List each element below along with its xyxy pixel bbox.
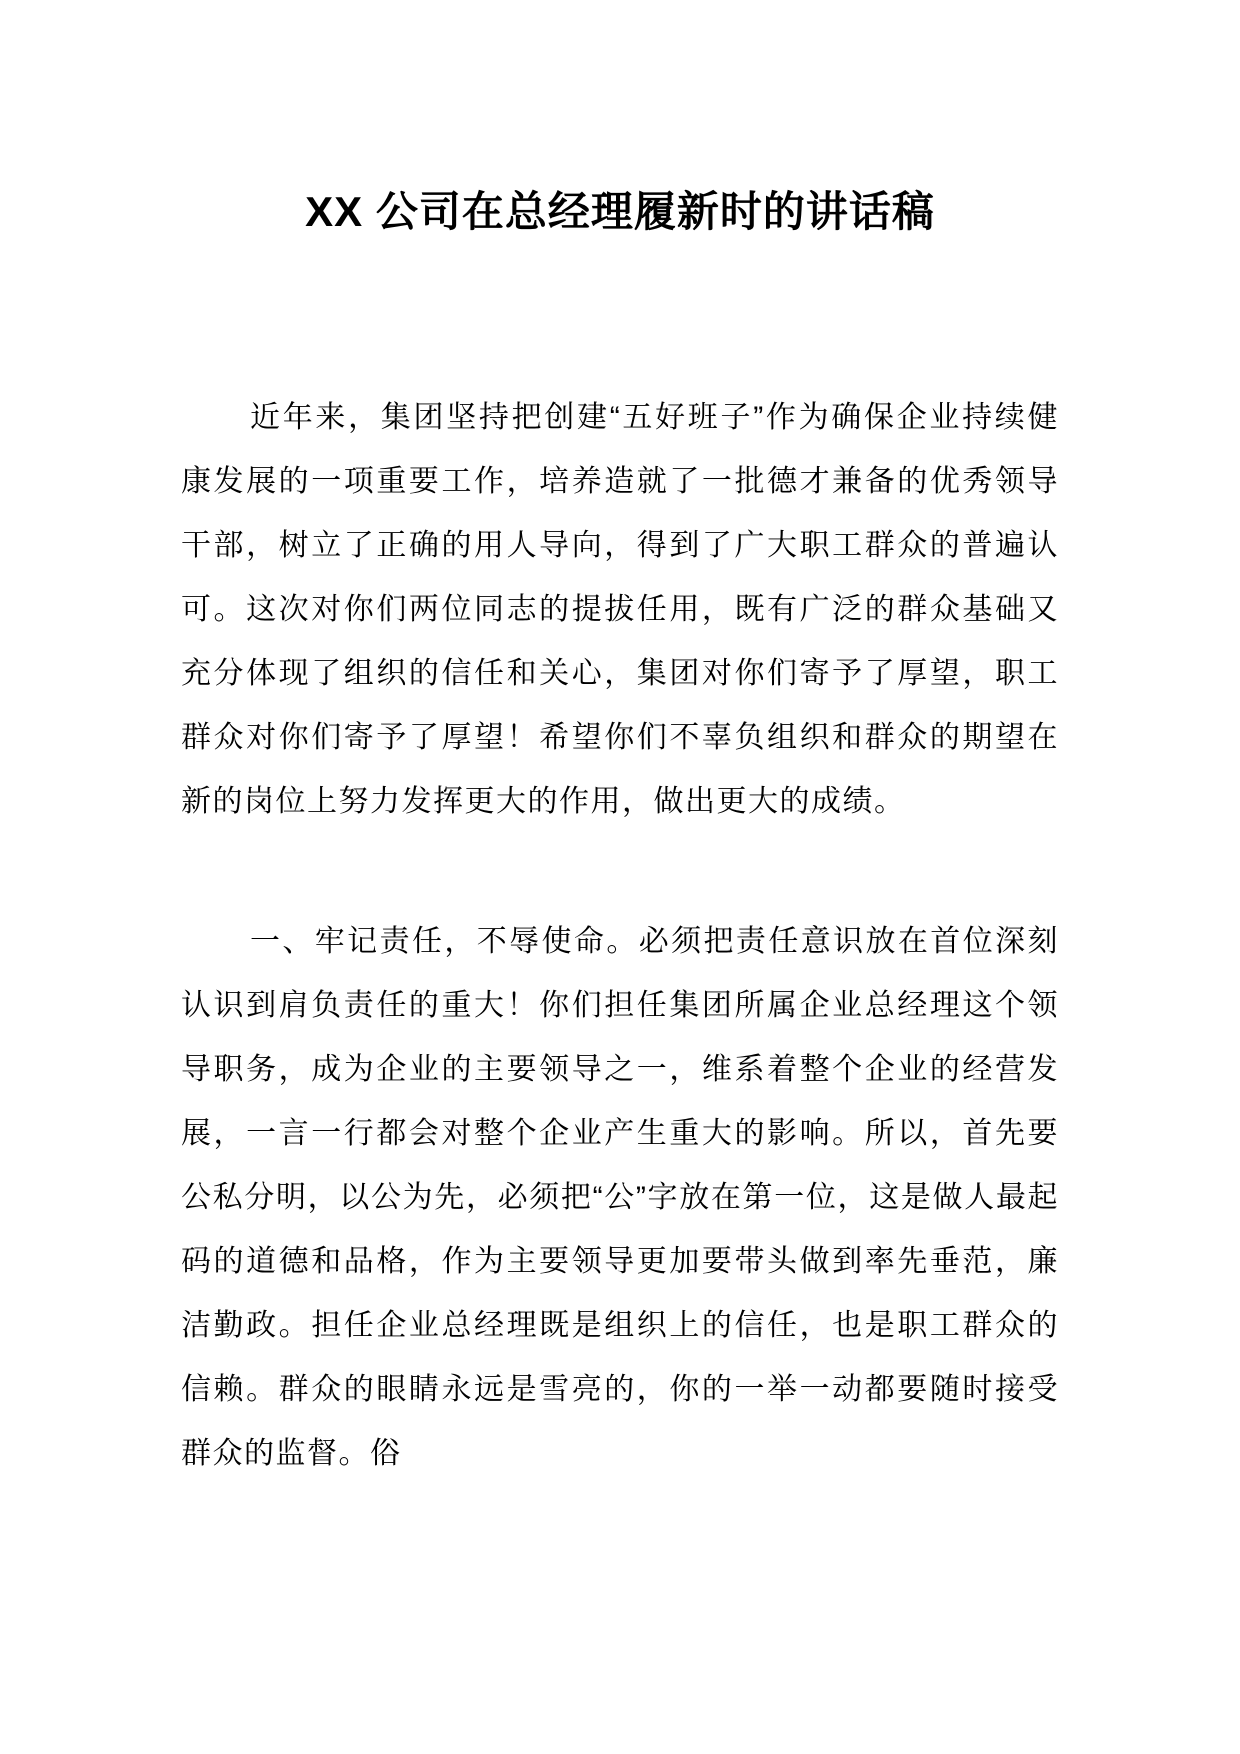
- paragraph-intro: 近年来，集团坚持把创建“五好班子”作为确保企业持续健康发展的一项重要工作，培养造就了一批德才兼备的优秀领导干部，树立了正确的用人导向，得到了广大职工群众的普遍认可。这次对你们两位同志的提拔任用，既有广泛的群众基础又充分体现了组织的信任和关心，集团对你们寄予了厚望，职工群众对你们寄予了厚望！希望你们不辜负组织和群众的期望在新的岗位上努力发挥更大的作用，做出更大的成绩。: [181, 401, 1059, 818]
- document-body: [181, 386, 1059, 1486]
- paragraph-section-one: 一、牢记责任，不辱使命。必须把责任意识放在首位深刻认识到肩负责任的重大！你们担任集团所属企业总经理这个领导职务，成为企业的主要领导之一，维系着整个企业的经营发展，一言一行都会对整个企业产生重大的影响。所以，首先要公私分明，以公为先，必须把“公”字放在第一位，这是做人最起码的道德和品格，作为主要领导更加要带头做到率先垂范，廉洁勤政。担任企业总经理既是组织上的信任，也是职工群众的信赖。群众的眼睛永远是雪亮的，你的一举一动都要随时接受群众的监督。俗: [181, 925, 1059, 1470]
- document-title: XX 公司在总经理履新时的讲话稿: [305, 188, 935, 235]
